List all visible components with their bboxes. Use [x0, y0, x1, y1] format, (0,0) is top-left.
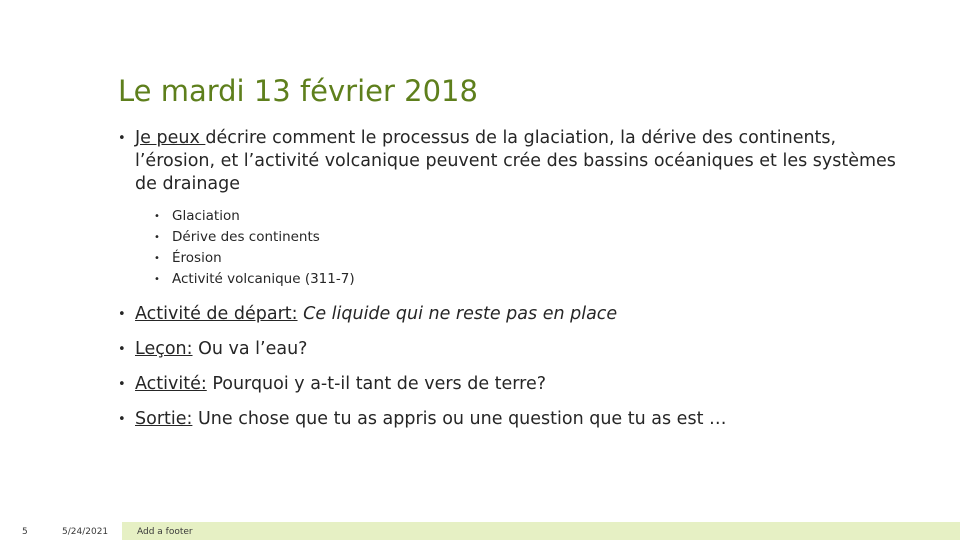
agenda-label: Activité: [135, 374, 207, 394]
bullet-icon: • [118, 131, 126, 146]
slide-number: 5 [22, 527, 28, 537]
footer-accent-bar [122, 522, 960, 540]
agenda-item-start-activity [118, 303, 918, 326]
agenda-item-exit [118, 408, 918, 431]
sub-item-label: Glaciation [172, 208, 240, 224]
sub-item-label: Activité volcanique (311-7) [172, 271, 355, 287]
agenda-text: Pourquoi y a-t-il tant de vers de terre? [206, 374, 547, 394]
objective-text: décrire comment le processus de la glaciation, la dérive des continents, l’érosion, et l’activité volcanique peuvent crée des bassins océaniques et les systèmes de drainage [135, 128, 896, 194]
footer-text: Add a footer [137, 527, 193, 537]
bullet-icon: • [118, 377, 126, 392]
sub-item [154, 269, 918, 290]
agenda-item-lesson [118, 338, 918, 361]
bullet-icon: • [118, 412, 126, 427]
agenda-text: Une chose que tu as appris ou une question que tu as est … [192, 409, 727, 429]
sub-item [154, 206, 918, 227]
sub-item-label: Dérive des continents [172, 229, 320, 245]
agenda-text: Ce liquide qui ne reste pas en place [297, 304, 618, 324]
agenda-label: Sortie: [135, 409, 193, 429]
bullet-icon: • [118, 342, 126, 357]
sub-item [154, 227, 918, 248]
bullet-icon: • [118, 307, 126, 322]
bullet-icon: • [154, 211, 160, 222]
bullet-icon: • [154, 253, 160, 264]
objective-lead: Je peux [135, 128, 206, 148]
footer-date: 5/24/2021 [62, 527, 109, 537]
agenda-text: Ou va l’eau? [192, 339, 308, 359]
slide-title: Le mardi 13 février 2018 [118, 74, 478, 108]
sub-list [154, 206, 918, 290]
agenda-label: Activité de départ: [135, 304, 298, 324]
bullet-icon: • [154, 232, 160, 243]
bullet-icon: • [154, 274, 160, 285]
sub-item-label: Érosion [172, 250, 222, 266]
agenda-item-activity [118, 373, 918, 396]
sub-item [154, 248, 918, 269]
slide-content [118, 127, 918, 431]
objective-bullet [118, 127, 918, 196]
agenda-label: Leçon: [135, 339, 193, 359]
